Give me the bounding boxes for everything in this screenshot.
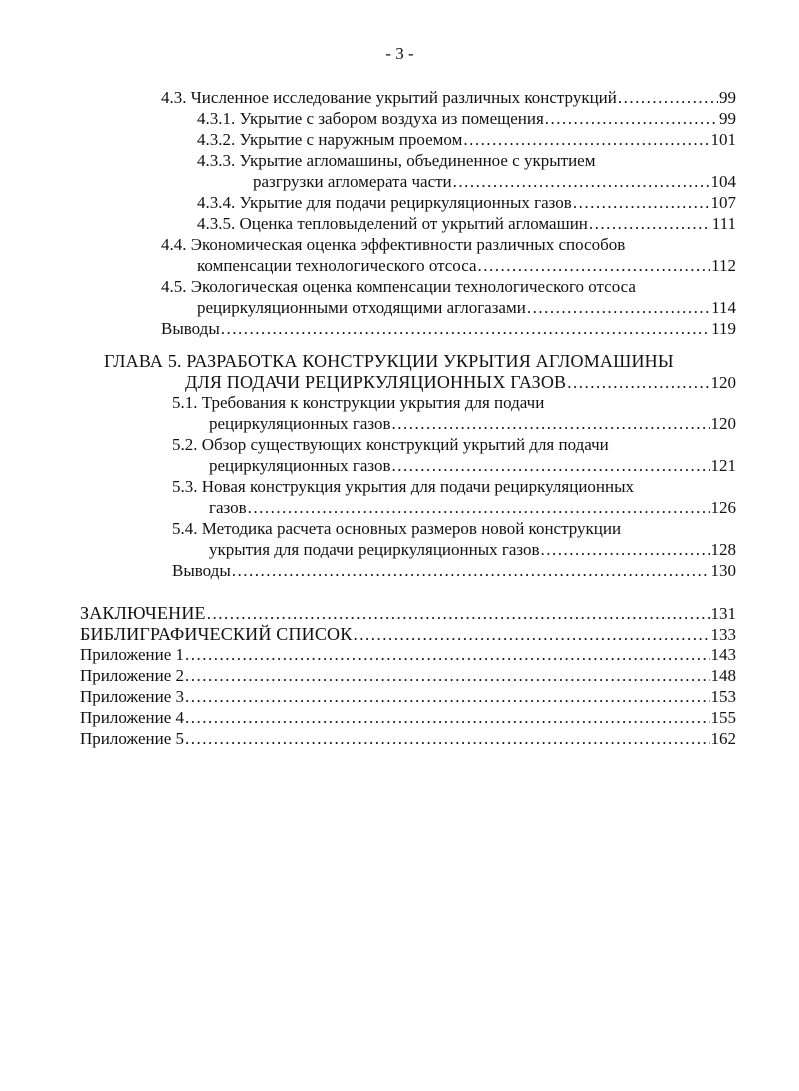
toc-page: 120 [710,373,736,392]
toc-title: 4.3. Численное исследование укрытий различных конструкций [161,88,617,107]
toc-title: рециркуляционных газов [209,456,391,475]
toc-title: Приложение 5 [80,729,184,748]
leader-dots [232,561,710,581]
toc-title: газов [209,498,247,517]
leader-dots [478,256,711,276]
toc-page: 131 [710,604,736,623]
toc-entry-5-4 [209,540,736,560]
toc-entry-5-1-line1: 5.1. Требования к конструкции укрытия для подачи [172,393,545,412]
toc-entry-4-4-line1: 4.4. Экономическая оценка эффективности различных способов [161,235,626,254]
toc-page: 111 [711,214,736,233]
toc-page: 155 [710,708,736,727]
toc-entry-bibliography [80,624,736,645]
toc-title: ДЛЯ ПОДАЧИ РЕЦИРКУЛЯЦИОННЫХ ГАЗОВ [185,372,567,392]
toc-title: рециркуляционными отходящими аглогазами [197,298,526,317]
toc-title: разгрузки агломерата части [253,172,452,191]
toc-page: 130 [710,561,736,580]
leader-dots [453,172,710,192]
toc-page: 121 [710,456,736,475]
toc-title: компенсации технологического отсоса [197,256,477,275]
toc-entry-4-3-4 [197,193,736,213]
toc-entry-4-5-line1: 4.5. Экологическая оценка компенсации технологического отсоса [161,277,636,296]
toc-title: Выводы [172,561,231,580]
toc-page: 99 [719,88,736,107]
toc-entry-4-3 [161,88,736,108]
toc-entry-4-4 [197,256,736,276]
toc-entry-4-3-1 [197,109,736,129]
toc-page: 104 [710,172,736,191]
toc-page: 128 [710,540,736,559]
toc-entry-5-4-line1: 5.4. Методика расчета основных размеров новой конструкции [172,519,622,538]
toc-title: 4.3.1. Укрытие с забором воздуха из помещения [197,109,544,128]
leader-dots [573,193,710,213]
toc-chapter-5-line1: ГЛАВА 5. РАЗРАБОТКА КОНСТРУКЦИИ УКРЫТИЯ АГЛОМАШИНЫ [104,351,674,371]
toc-title: рециркуляционных газов [209,414,391,433]
toc-entry-appendix-3 [80,687,736,707]
toc-page: 162 [710,729,736,748]
leader-dots [185,687,710,707]
leader-dots [353,625,709,645]
toc-page: 153 [710,687,736,706]
toc-entry-appendix-4 [80,708,736,728]
toc-entry-5-2 [209,456,736,476]
toc-entry-appendix-2 [80,666,736,686]
toc-title: БИБЛИГРАФИЧЕСКИЙ СПИСОК [80,624,353,644]
leader-dots [207,604,710,624]
toc-title: 4.3.2. Укрытие с наружным проемом [197,130,463,149]
leader-dots [567,373,709,393]
toc-page: 143 [710,645,736,664]
toc-title: ЗАКЛЮЧЕНИЕ [80,603,206,623]
toc-entry-5-2-line1: 5.2. Обзор существующих конструкций укрытий для подачи [172,435,609,454]
toc-entry-4-3-5 [197,214,736,234]
toc-entry-conclusions-5 [172,561,736,581]
toc-title: 4.3.5. Оценка тепловыделений от укрытий агломашин [197,214,588,233]
leader-dots [185,666,710,686]
leader-dots [185,729,710,749]
toc-page: 107 [710,193,736,212]
toc-title: 4.3.4. Укрытие для подачи рециркуляционных газов [197,193,572,212]
toc-page: 148 [710,666,736,685]
leader-dots [545,109,718,129]
toc-entry-5-3-line1: 5.3. Новая конструкция укрытия для подачи рециркуляционных [172,477,635,496]
toc-entry-conclusions-4 [161,319,736,339]
toc-entry-4-3-2 [197,130,736,150]
toc-page: 112 [711,256,736,275]
toc-entry-appendix-5 [80,729,736,749]
leader-dots [221,319,710,339]
toc-title: Приложение 1 [80,645,184,664]
toc-title: укрытия для подачи рециркуляционных газов [209,540,540,559]
toc-entry-5-3 [209,498,736,518]
leader-dots [541,540,710,560]
leader-dots [618,88,718,108]
toc-page: 101 [710,130,736,149]
toc-title: Выводы [161,319,220,338]
toc-title: Приложение 3 [80,687,184,706]
toc-page: 120 [710,414,736,433]
toc-title: Приложение 2 [80,666,184,685]
leader-dots [392,456,710,476]
leader-dots [185,645,710,665]
toc-entry-4-5 [197,298,736,318]
leader-dots [463,130,709,150]
leader-dots [527,298,710,318]
toc-page: 99 [719,109,736,128]
leader-dots [248,498,710,518]
page-number: - 3 - [385,44,414,63]
toc-page: 133 [710,625,736,644]
toc-chapter-5 [185,372,736,393]
toc-page: 119 [711,319,736,338]
toc-entry-final [80,603,736,624]
leader-dots [185,708,710,728]
toc-entry-4-3-3 [253,172,736,192]
toc-entry-5-1 [209,414,736,434]
toc-page: 126 [710,498,736,517]
toc-entry-appendix-1 [80,645,736,665]
leader-dots [392,414,710,434]
leader-dots [589,214,711,234]
toc-title: Приложение 4 [80,708,184,727]
toc-page: 114 [711,298,736,317]
toc-entry-4-3-3-line1: 4.3.3. Укрытие агломашины, объединенное с укрытием [197,151,596,170]
